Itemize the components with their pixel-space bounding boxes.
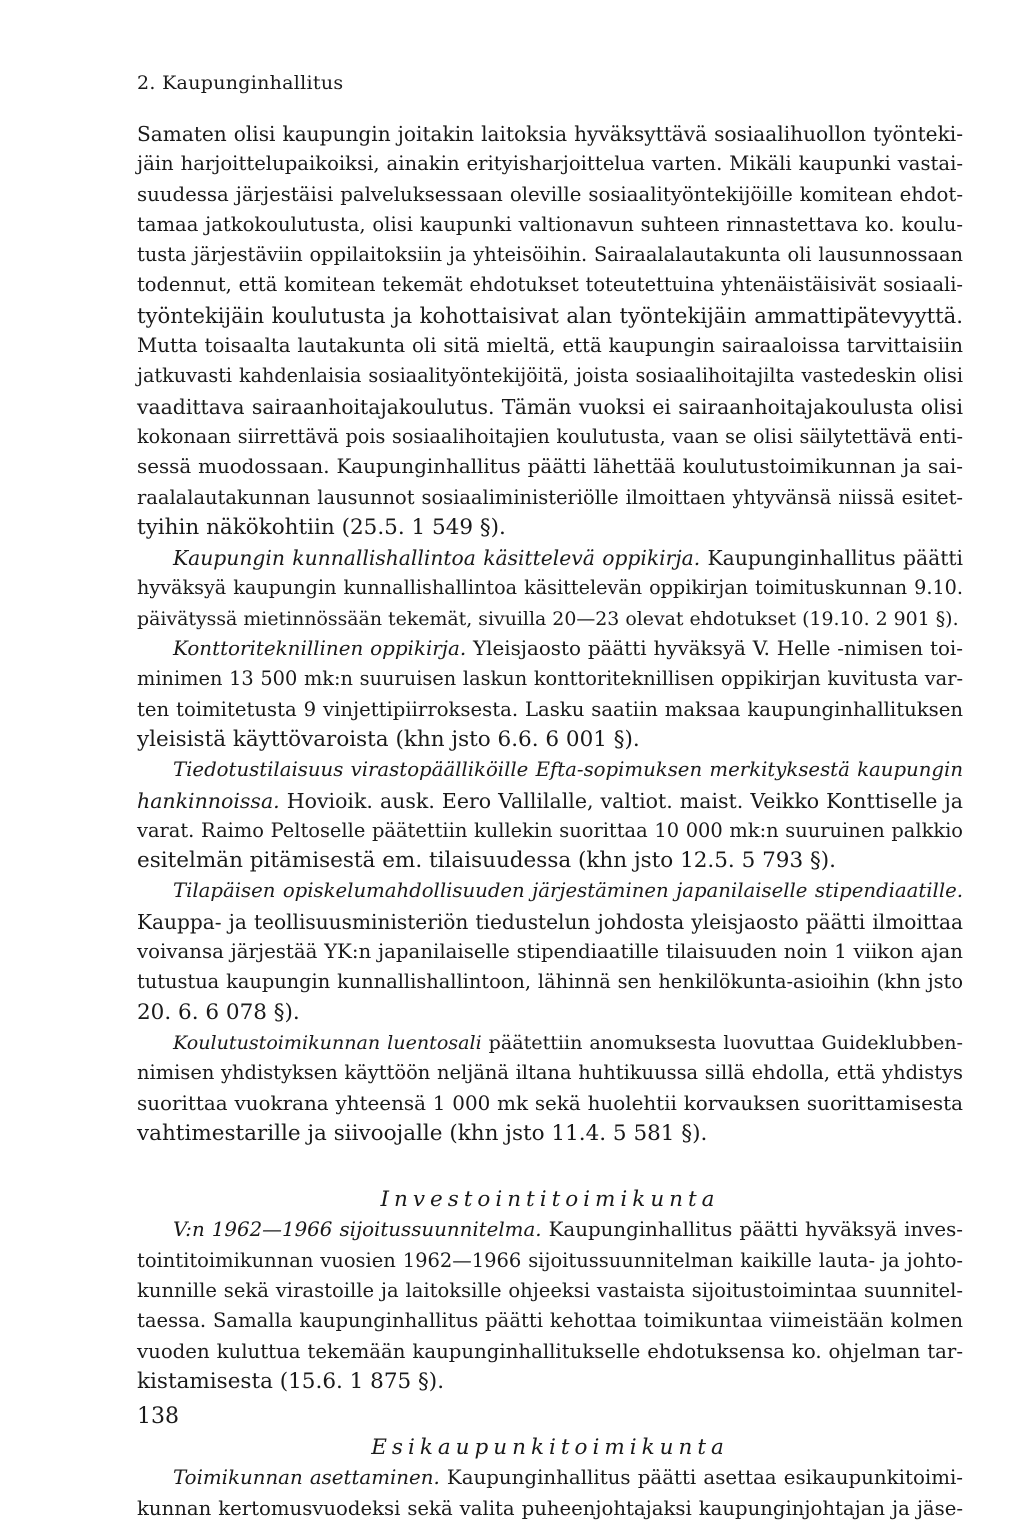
text-line xyxy=(137,392,963,422)
text-line xyxy=(137,907,963,937)
text-run: Yleisjaosto päätti hyväksyä V. Helle -nimisen toi- xyxy=(466,637,963,661)
text-line xyxy=(137,180,963,210)
text-run: päätettiin anomuksesta luovuttaa Guideklubben- xyxy=(481,1030,963,1054)
italic-run: hankinnoissa. xyxy=(137,788,280,813)
text-run: Kaupunginhallitus päätti hyväksyä inves- xyxy=(541,1218,963,1242)
text-run: vuoden kuluttua tekemään kaupunginhallitukselle ehdotuksensa ko. ohjelman tar- xyxy=(137,1339,963,1363)
document-body xyxy=(137,119,963,1524)
text-run: työntekijäin koulutusta ja kohottaisivat alan työntekijäin ammattipätevyyttä. xyxy=(137,302,963,328)
text-line xyxy=(137,876,963,906)
text-run: raalalautakunnan lausunnot sosiaaliministeriölle ilmoittaen yhtyvänsä niissä esitet- xyxy=(137,485,963,509)
text-run: Kauppa- ja teollisuusministeriön tiedustelun johdosta yleisjaosto päätti ilmoittaa xyxy=(137,909,963,934)
text-run: suorittaa vuokrana yhteensä 1 000 mk sekä huolehtii korvauksen suorittamisesta xyxy=(137,1091,963,1115)
italic-run: Kaupungin kunnallishallintoa käsittelevä oppikirja. xyxy=(173,546,701,571)
text-run: kunnan kertomusvuodeksi sekä valita puheenjohtajaksi kaupunginjohtajan ja jäse- xyxy=(137,1496,963,1520)
text-line xyxy=(137,816,963,846)
text-line xyxy=(137,755,963,785)
text-line xyxy=(137,1119,963,1149)
text-line xyxy=(137,1276,963,1306)
text-run: taessa. Samalla kaupunginhallitus päätti kehottaa toimikuntaa viimeistään kolmen xyxy=(137,1309,963,1333)
text-run: yleisistä käyttövaroista (khn jsto 6.6. 6 001 §). xyxy=(137,726,640,752)
text-line xyxy=(137,604,963,634)
text-line xyxy=(137,270,963,300)
text-run: 20. 6. 6 078 §). xyxy=(137,999,300,1025)
italic-run: Toimikunnan asettaminen. xyxy=(173,1466,440,1490)
section-spacer xyxy=(137,1397,963,1433)
text-line xyxy=(137,664,963,694)
page-number: 138 xyxy=(137,1404,179,1429)
text-line xyxy=(137,543,963,573)
text-run: vahtimestarille ja siivoojalle (khn jsto 11.4. 5 581 §). xyxy=(137,1120,708,1146)
text-line xyxy=(137,967,963,997)
text-line xyxy=(137,1058,963,1088)
text-run: voivansa järjestää YK:n japanilaiselle stipendiaatille tilaisuuden noin 1 viikon ajan xyxy=(137,940,963,964)
text-run: varat. Raimo Peltoselle päätettiin kullekin suorittaa 10 000 mk:n suuruinen palkkio xyxy=(137,818,963,842)
text-line xyxy=(137,786,963,816)
text-line xyxy=(137,695,963,725)
text-run: kokonaan siirrettävä pois sosiaalihoitajien koulutusta, vaan se olisi säilytettävä enti- xyxy=(137,424,963,448)
text-run: tyihin näkökohtiin (25.5. 1 549 §). xyxy=(137,514,506,540)
text-line xyxy=(137,573,963,603)
text-run: vaadittava sairaanhoitajakoulutus. Tämän vuoksi ei sairaanhoitajakoulusta olisi xyxy=(137,394,963,419)
text-run: minimen 13 500 mk:n suuruisen laskun konttoriteknillisen oppikirjan kuvitusta var- xyxy=(137,667,963,691)
text-line xyxy=(137,1306,963,1336)
italic-run: Tilapäisen opiskelumahdollisuuden järjestäminen japanilaiselle stipendiaatille. xyxy=(173,879,963,903)
text-line xyxy=(137,422,963,452)
text-run: tamaa jatkokoulutusta, olisi kaupunki valtionavun suhteen rinnastettava ko. koulu- xyxy=(137,212,963,236)
text-line xyxy=(137,1494,963,1524)
text-run: tutustua kaupungin kunnallishallintoon, lähinnä sen henkilökunta-asioihin (khn jsto xyxy=(137,970,963,994)
text-line xyxy=(137,1089,963,1119)
text-line xyxy=(137,998,963,1028)
text-run: sessä muodossaan. Kaupunginhallitus päätti lähettää koulutustoimikunnan ja sai- xyxy=(137,455,963,479)
text-line xyxy=(137,725,963,755)
text-run: kunnille sekä virastoille ja laitoksille ohjeeksi vastaista sijoitustoimintaa suunnitel- xyxy=(137,1278,963,1302)
text-run: Hovioik. ausk. Eero Vallilalle, valtiot. maist. Veikko Konttiselle ja xyxy=(279,788,963,813)
text-run: nimisen yhdistyksen käyttöön neljänä iltana huhtikuussa sillä ehdolla, että yhdistys xyxy=(137,1061,963,1085)
text-run: kistamisesta (15.6. 1 875 §). xyxy=(137,1368,445,1394)
text-line xyxy=(137,210,963,240)
text-run: tointitoimikunnan vuosien 1962—1966 sijoitussuunnitelman kaikille lauta- ja johto- xyxy=(137,1248,963,1272)
text-line xyxy=(137,1463,963,1493)
text-line xyxy=(137,1367,963,1397)
text-run: tusta järjestäviin oppilaitoksiin ja yhteisöihin. Sairaalalautakunta oli lausunnossaan xyxy=(137,243,963,267)
text-run: ten toimitetusta 9 vinjettipiirroksesta. Lasku saatiin maksaa kaupunginhallituksen xyxy=(137,697,963,721)
italic-run: Esikaupunkitoimikunta xyxy=(371,1435,729,1461)
text-run: esitelmän pitämisestä em. tilaisuudessa (khn jsto 12.5. 5 793 §). xyxy=(137,848,836,874)
text-line xyxy=(137,1028,963,1058)
text-line xyxy=(137,937,963,967)
text-run: päivätyssä mietinnössään tekemät, sivuilla 20—23 olevat ehdotukset (19.10. 2 901 §). xyxy=(137,607,959,630)
italic-run: Tiedotustilaisuus virastopäälliköille Efta-sopimuksen merkityksestä kaupungin xyxy=(173,758,963,782)
text-line xyxy=(137,483,963,513)
italic-run: V:n 1962—1966 sijoitussuunnitelma. xyxy=(173,1218,542,1242)
text-line xyxy=(137,452,963,482)
text-run: Kaupunginhallitus päätti xyxy=(700,546,963,571)
text-line xyxy=(137,361,963,391)
running-head: 2. Kaupunginhallitus xyxy=(137,72,344,94)
text-line xyxy=(137,149,963,179)
section-heading xyxy=(137,1433,963,1463)
text-line xyxy=(137,1215,963,1245)
text-run: jatkuvasti kahdenlaisia sosiaalityöntekijöitä, joista sosiaalihoitajilta vastedeskin olisi xyxy=(137,364,963,388)
section-spacer xyxy=(137,1149,963,1185)
italic-run: Konttoriteknillinen oppikirja. xyxy=(173,637,467,661)
text-run: hyväksyä kaupungin kunnallishallintoa käsittelevän oppikirjan toimituskunnan 9.10. xyxy=(137,576,963,600)
italic-run: Investointitoimikunta xyxy=(380,1187,720,1213)
text-line xyxy=(137,513,963,543)
italic-run: Koulutustoimikunnan luentosali xyxy=(173,1030,482,1054)
text-line xyxy=(137,846,963,876)
text-line xyxy=(137,1337,963,1367)
text-line xyxy=(137,119,963,149)
section-heading xyxy=(137,1185,963,1215)
text-run: Mutta toisaalta lautakunta oli sitä mieltä, että kaupungin sairaaloissa tarvittaisiin xyxy=(137,334,963,358)
text-line xyxy=(137,301,963,331)
text-run: suudessa järjestäisi palveluksessaan oleville sosiaalityöntekijöille komitean ehdot- xyxy=(137,182,963,206)
text-line xyxy=(137,240,963,270)
text-run: jäin harjoittelupaikoiksi, ainakin erityisharjoittelua varten. Mikäli kaupunki vastai- xyxy=(137,152,963,176)
text-line xyxy=(137,331,963,361)
text-line xyxy=(137,634,963,664)
text-run: Kaupunginhallitus päätti asettaa esikaupunkitoimi- xyxy=(439,1466,963,1490)
text-run: todennut, että komitean tekemät ehdotukset toteutettuina yhtenäistäisivät sosiaali- xyxy=(137,273,963,297)
text-run: Samaten olisi kaupungin joitakin laitoksia hyväksyttävä sosiaalihuollon työnteki- xyxy=(137,122,963,146)
text-line xyxy=(137,1246,963,1276)
